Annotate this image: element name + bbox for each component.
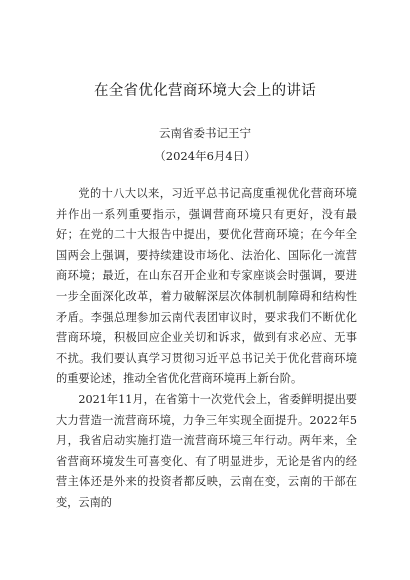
document-date: （2024年6月4日）: [154, 149, 256, 163]
document-body: [56, 184, 357, 514]
document-title: 在全省优化营商环境大会上的讲话: [94, 83, 316, 99]
document-author: 云南省委书记王宁: [159, 126, 251, 140]
paragraph: 2021年11月，在省第十一次党代会上，省委鲜明提出要大力营造一流营商环境，力争三年实现全面提升。2022年5月，我省启动实施打造一流营商环境三年行动。两年来，全省营商环境发生可喜变化、有了明显进步，无论是省内的经营主体还是外来的投资者都反映，云南在变，云南的干部在变，云南的: [56, 392, 357, 509]
paragraph: 党的十八大以来，习近平总书记高度重视优化营商环境并作出一系列重要指示，强调营商环境只有更好，没有最好；在党的二十大报告中提出，要优化营商环境；在今年全国两会上强调，要持续建设市场化、法治化、国际化一流营商环境；最近，在山东召开企业和专家座谈会时强调，要进一步全面深化改革，着力破解深层次体制机制障碍和结构性矛盾。李强总理参加云南代表团审议时，要求我们不断优化营商环境，积极回应企业关切和诉求，做到有求必应、无事不扰。我们要认真学习贯彻习近平总书记关于优化营商环境的重要论述，推动全省优化营商环境再上新台阶。: [56, 187, 357, 386]
